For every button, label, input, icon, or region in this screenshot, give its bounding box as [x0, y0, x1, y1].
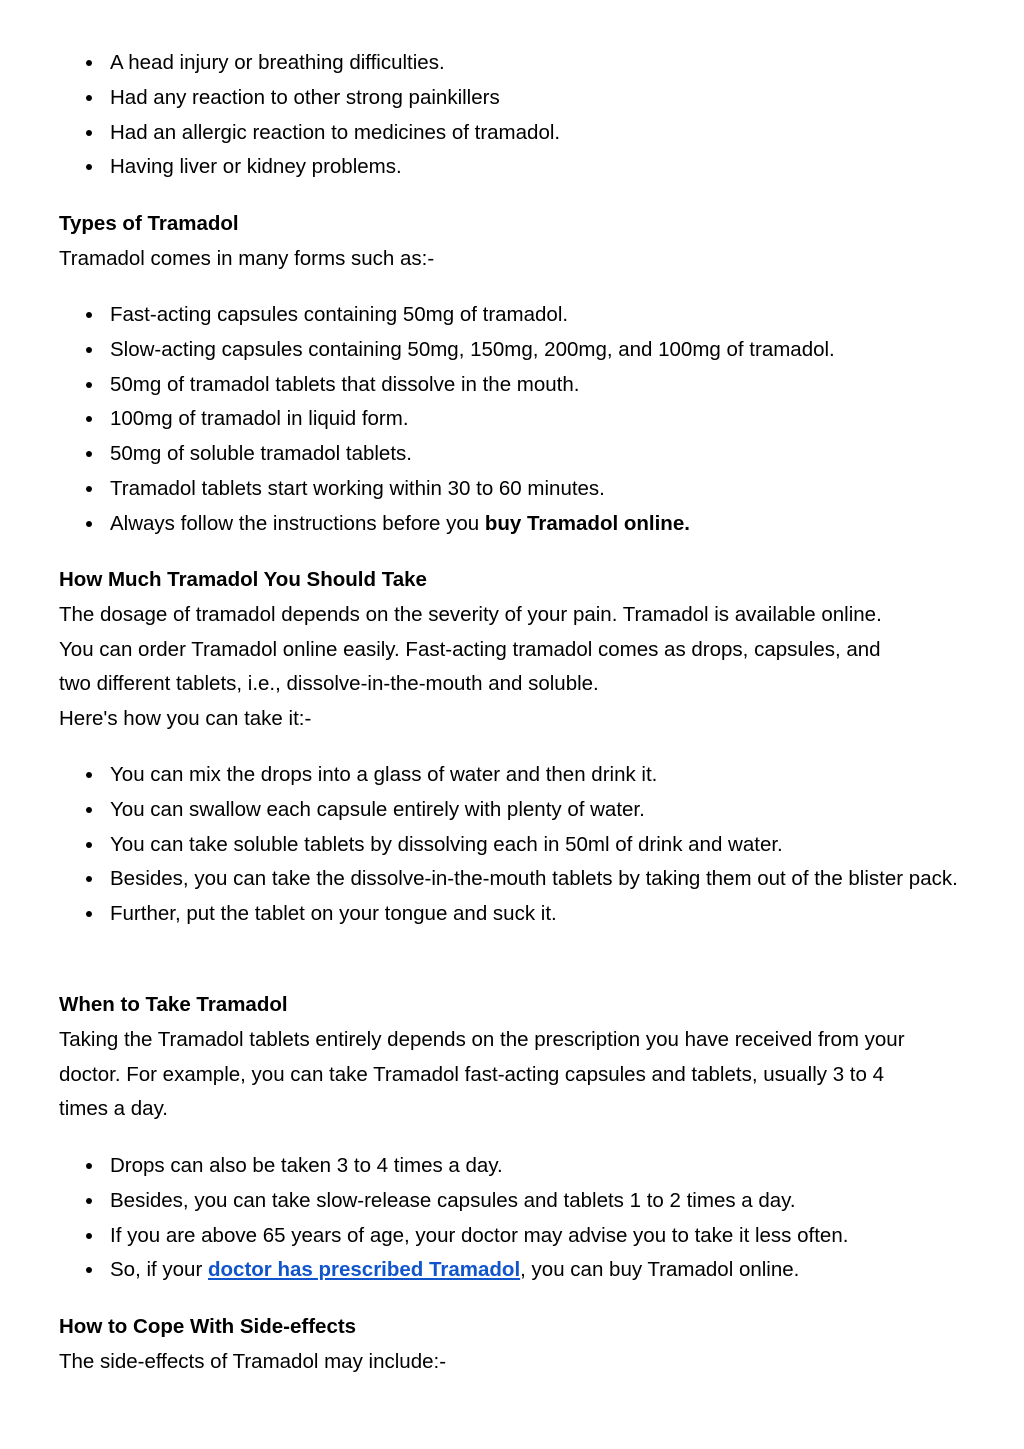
when-section — [59, 988, 964, 1127]
list-item — [59, 507, 964, 542]
list-item: Drops can also be taken 3 to 4 times a day. — [59, 1149, 964, 1184]
list-item: 50mg of tramadol tablets that dissolve in the mouth. — [59, 368, 964, 403]
paragraph: The side-effects of Tramadol may include:- — [59, 1349, 447, 1373]
list-item: 50mg of soluble tramadol tablets. — [59, 437, 964, 472]
list-item: Besides, you can take slow-release capsules and tablets 1 to 2 times a day. — [59, 1184, 964, 1219]
item-text: , you can buy Tramadol online. — [520, 1258, 800, 1282]
paragraph-line: The dosage of tramadol depends on the severity of your pain. Tramadol is available online. — [59, 602, 882, 626]
list-item: Fast-acting capsules containing 50mg of tramadol. — [59, 298, 964, 333]
paragraph-line: Taking the Tramadol tablets entirely depends on the prescription you have received from your — [59, 1027, 905, 1051]
list-item: If you are above 65 years of age, your doctor may advise you to take it less often. — [59, 1219, 964, 1254]
list-item: Had any reaction to other strong painkillers — [59, 81, 964, 116]
item-text: Always follow the instructions before you — [110, 511, 485, 535]
item-text: So, if your — [110, 1258, 208, 1282]
types-section — [59, 207, 964, 277]
types-list — [59, 298, 964, 542]
list-item: You can swallow each capsule entirely with plenty of water. — [59, 793, 964, 828]
dosage-list — [59, 758, 964, 932]
precaution-list — [59, 46, 964, 185]
list-item: Had an allergic reaction to medicines of tramadol. — [59, 116, 964, 151]
list-item: You can take soluble tablets by dissolving each in 50ml of drink and water. — [59, 828, 964, 863]
list-item: You can mix the drops into a glass of water and then drink it. — [59, 758, 964, 793]
list-item: Besides, you can take the dissolve-in-the-mouth tablets by taking them out of the blister pack. — [59, 862, 964, 897]
list-item — [59, 1253, 964, 1288]
paragraph-line: Here's how you can take it:- — [59, 707, 312, 731]
prescribed-tramadol-link[interactable]: doctor has prescribed Tramadol — [208, 1258, 521, 1282]
section-heading: When to Take Tramadol — [59, 993, 288, 1016]
paragraph-line: doctor. For example, you can take Tramadol fast-acting capsules and tablets, usually 3 to 4 — [59, 1062, 885, 1086]
cope-section — [59, 1310, 964, 1380]
section-heading: How to Cope With Side-effects — [59, 1315, 357, 1338]
paragraph: Tramadol comes in many forms such as:- — [59, 246, 435, 270]
bold-text: buy Tramadol online. — [484, 511, 690, 535]
list-item: 100mg of tramadol in liquid form. — [59, 402, 964, 437]
list-item: Having liver or kidney problems. — [59, 150, 964, 185]
dosage-section — [59, 563, 964, 737]
section-heading: How Much Tramadol You Should Take — [59, 568, 427, 591]
list-item: A head injury or breathing difficulties. — [59, 46, 964, 81]
paragraph-line: two different tablets, i.e., dissolve-in-the-mouth and soluble. — [59, 672, 599, 696]
paragraph-line: times a day. — [59, 1097, 168, 1121]
list-item: Tramadol tablets start working within 30 to 60 minutes. — [59, 472, 964, 507]
list-item: Slow-acting capsules containing 50mg, 150mg, 200mg, and 100mg of tramadol. — [59, 333, 964, 368]
paragraph-line: You can order Tramadol online easily. Fast-acting tramadol comes as drops, capsules, and — [59, 637, 881, 661]
list-item: Further, put the tablet on your tongue and suck it. — [59, 897, 964, 932]
section-heading: Types of Tramadol — [59, 212, 239, 235]
when-list — [59, 1149, 964, 1288]
